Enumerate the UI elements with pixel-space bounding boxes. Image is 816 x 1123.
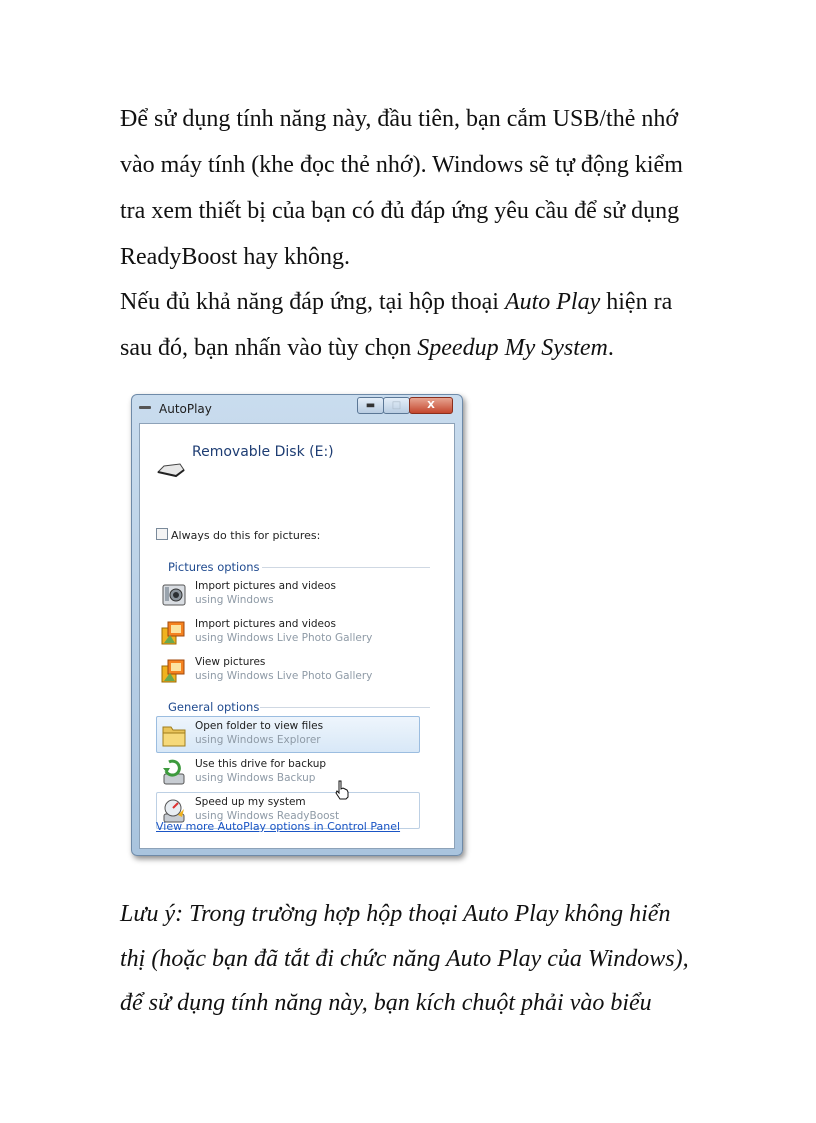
autoplay-dialog [131,394,463,856]
option-backup[interactable] [156,754,420,791]
option-view-pictures[interactable] [156,652,420,689]
autoplay-term: Auto Play [504,289,601,315]
option-open-folder[interactable] [156,716,420,753]
text-run: hiện ra [600,289,673,315]
text-run: . [607,335,614,361]
text-line [120,325,720,371]
drive-small-icon [139,406,151,409]
section-divider [262,567,430,568]
option-title: Speed up my system [195,796,306,808]
general-options-heading [168,700,259,714]
option-subtitle: using Windows Live Photo Gallery [195,632,373,644]
maximize-button[interactable]: □ [383,397,410,414]
section-label: Pictures options [168,560,260,574]
camera-icon [160,581,188,609]
option-title: Import pictures and videos [195,580,336,592]
text-line: thị (hoặc bạn đã tắt đi chức năng Auto Play của Windows), [120,945,689,972]
hand-pointer-icon [334,780,350,800]
option-import-windows[interactable] [156,576,420,613]
close-button[interactable]: X [409,397,453,414]
always-do-this-row[interactable] [156,528,320,542]
title-bar [132,395,462,423]
option-import-photo-gallery[interactable] [156,614,420,651]
speedup-term: Speedup My System [417,335,608,361]
option-subtitle: using Windows Live Photo Gallery [195,670,373,682]
text-line: tra xem thiết bị của bạn có đủ đáp ứng yêu cầu để sử dụng [120,198,680,224]
instruction-paragraph [120,279,720,371]
dialog-content [139,423,455,849]
intro-paragraph [120,96,720,280]
pictures-options-heading [168,560,260,574]
drive-label: Removable Disk (E:) [192,444,334,460]
text-run: sau đó, bạn nhấn vào tùy chọn [120,335,418,361]
option-subtitle: using Windows Backup [195,772,316,784]
option-title: Use this drive for backup [195,758,327,770]
option-subtitle: using Windows [195,594,274,606]
photo-gallery-icon [160,657,188,685]
text-line [120,279,720,325]
option-subtitle: using Windows ReadyBoost [195,810,340,822]
option-title: Import pictures and videos [195,618,336,630]
option-title: View pictures [195,656,266,668]
option-subtitle: using Windows Explorer [195,734,321,746]
window-title: AutoPlay [159,402,212,416]
removable-drive-icon [156,462,186,478]
text-line: để sử dụng tính năng này, bạn kích chuột phải vào biểu [120,990,652,1016]
control-panel-link[interactable]: View more AutoPlay options in Control Panel [156,820,401,833]
section-label: General options [168,700,260,714]
section-divider [260,707,430,708]
text-line: ReadyBoost hay không. [120,244,350,270]
folder-icon [160,721,188,749]
always-do-this-label: Always do this for pictures: [171,529,321,542]
always-do-this-checkbox[interactable] [156,528,168,540]
text-line: Để sử dụng tính năng này, đầu tiên, bạn cắm USB/thẻ nhớ [120,106,679,132]
minimize-button[interactable]: ▬ [357,397,384,414]
text-line: vào máy tính (khe đọc thẻ nhớ). Windows sẽ tự động kiểm [120,152,683,178]
option-title: Open folder to view files [195,720,324,732]
backup-icon [160,759,188,787]
text-run: Nếu đủ khả năng đáp ứng, tại hộp thoại [120,289,505,315]
text-line: Lưu ý: Trong trường hợp hộp thoại Auto Play không hiển [120,901,671,927]
note-paragraph [120,892,720,1026]
photo-gallery-icon [160,619,188,647]
